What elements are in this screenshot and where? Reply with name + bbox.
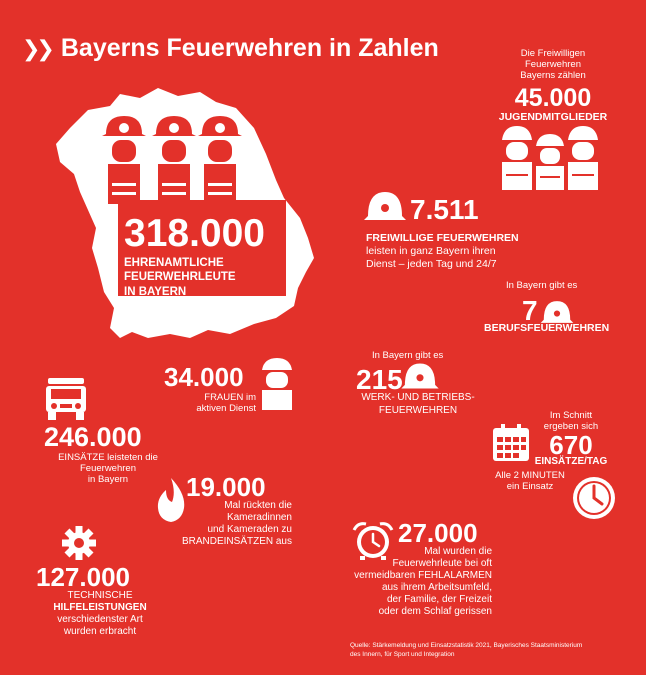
stat-label: der Familie, der Freizeit bbox=[386, 594, 492, 605]
stat-number: 45.000 bbox=[514, 83, 592, 112]
source-line: des Innern, für Sport und Integration bbox=[350, 650, 455, 658]
stat-label: FREIWILLIGE FEUERWEHREN bbox=[366, 232, 519, 244]
stat-voluntary-brigades bbox=[366, 232, 519, 271]
helmet-icon bbox=[364, 188, 406, 224]
source-note bbox=[350, 642, 640, 660]
stat-label: EINSÄTZE/TAG bbox=[534, 456, 608, 467]
stat-label: Feuerwehrleute bei oft bbox=[392, 558, 492, 569]
gear-icon bbox=[62, 526, 96, 560]
stat-label: verschiedenster Art bbox=[57, 614, 143, 625]
stat-label: BERUFSFEUERWEHREN bbox=[484, 322, 610, 334]
stat-number: 27.000 bbox=[398, 518, 478, 548]
stat-number: 318.000 bbox=[124, 212, 265, 255]
stat-intro: Im Schnitt bbox=[549, 410, 593, 421]
stat-label: Mal wurden die bbox=[424, 546, 492, 557]
stat-number: 19.000 bbox=[186, 472, 266, 502]
stat-volunteers bbox=[124, 214, 265, 299]
stat-label: EHRENAMTLICHE bbox=[124, 257, 224, 269]
stat-label: leisten in ganz Bayern ihren bbox=[366, 245, 496, 258]
stat-number: 34.000 bbox=[164, 362, 244, 392]
stat-number: 670 bbox=[549, 430, 593, 460]
stat-daily bbox=[488, 470, 572, 492]
stat-technical bbox=[36, 590, 164, 638]
stat-intro: Die Freiwilligen bbox=[520, 48, 586, 59]
stat-label: BRANDEINSÄTZEN aus bbox=[181, 536, 292, 547]
stat-false-alarms bbox=[350, 546, 492, 618]
stat-intro: In Bayern gibt es bbox=[506, 280, 578, 291]
firefighter-icon bbox=[260, 356, 294, 410]
stat-number: 7.511 bbox=[410, 194, 479, 225]
calendar-icon bbox=[492, 424, 530, 462]
stat-label: Kameradinnen bbox=[226, 512, 292, 523]
stat-number: 7 bbox=[522, 295, 538, 326]
stat-number: 215 bbox=[356, 364, 403, 395]
stat-plant-brigades bbox=[350, 392, 486, 417]
stat-intro: ergeben sich bbox=[543, 421, 599, 433]
stat-youth bbox=[478, 48, 628, 123]
stat-label: aktiven Dienst bbox=[196, 403, 256, 415]
stat-label: Mal rückten die bbox=[224, 500, 292, 511]
stat-label: JUGENDMITGLIEDER bbox=[498, 110, 608, 123]
stat-label: in Bayern bbox=[87, 474, 129, 486]
stat-label: WERK- UND BETRIEBS- bbox=[361, 392, 475, 403]
stat-label: FEUERWEHREN bbox=[378, 404, 458, 416]
stat-label: Alle 2 MINUTEN bbox=[495, 470, 565, 481]
page-title: Bayerns Feuerwehren in Zahlen bbox=[60, 34, 439, 62]
stat-label: Dienst – jeden Tag und 24/7 bbox=[366, 258, 497, 271]
stat-number: 246.000 bbox=[44, 422, 142, 452]
clock-icon bbox=[572, 476, 616, 520]
stat-label: wurden erbracht bbox=[63, 626, 137, 637]
stat-intro: Bayerns zählen bbox=[520, 70, 586, 82]
stat-label: vermeidbaren FEHLALARMEN bbox=[354, 570, 492, 581]
helmet-icon bbox=[400, 360, 440, 392]
stat-label: ein Einsatz bbox=[506, 481, 554, 493]
page-title-row bbox=[22, 34, 439, 63]
stat-label: FEUERWEHRLEUTE bbox=[124, 271, 236, 284]
stat-label: Feuerwehren bbox=[80, 463, 136, 475]
stat-label: EINSÄTZE leisteten die bbox=[58, 452, 158, 463]
stat-fires bbox=[150, 500, 292, 548]
chevron-right-icon: ❯❯ bbox=[22, 35, 51, 61]
stat-women bbox=[160, 392, 256, 414]
stat-label: aus ihrem Arbeitsumfeld, bbox=[381, 582, 492, 593]
stat-label: IN BAYERN bbox=[124, 285, 187, 298]
firefighter-icon bbox=[500, 124, 604, 190]
stat-intro: Feuerwehren bbox=[525, 59, 581, 71]
stat-label: und Kameraden zu bbox=[207, 524, 292, 535]
source-line: Quelle: Stärkemeldung und Einsatzstatistik 2021, Bayerisches Staatsministerium bbox=[350, 642, 583, 649]
stat-operations bbox=[44, 452, 172, 486]
stat-number: 127.000 bbox=[36, 562, 130, 592]
stat-label: oder dem Schlaf gerissen bbox=[378, 606, 492, 617]
stat-label: TECHNISCHE bbox=[67, 590, 133, 601]
stat-label: FRAUEN im bbox=[204, 392, 256, 403]
stat-intro: In Bayern gibt es bbox=[372, 350, 444, 361]
fire-truck-icon bbox=[44, 376, 88, 420]
stat-label: HILFELEISTUNGEN bbox=[53, 602, 147, 613]
